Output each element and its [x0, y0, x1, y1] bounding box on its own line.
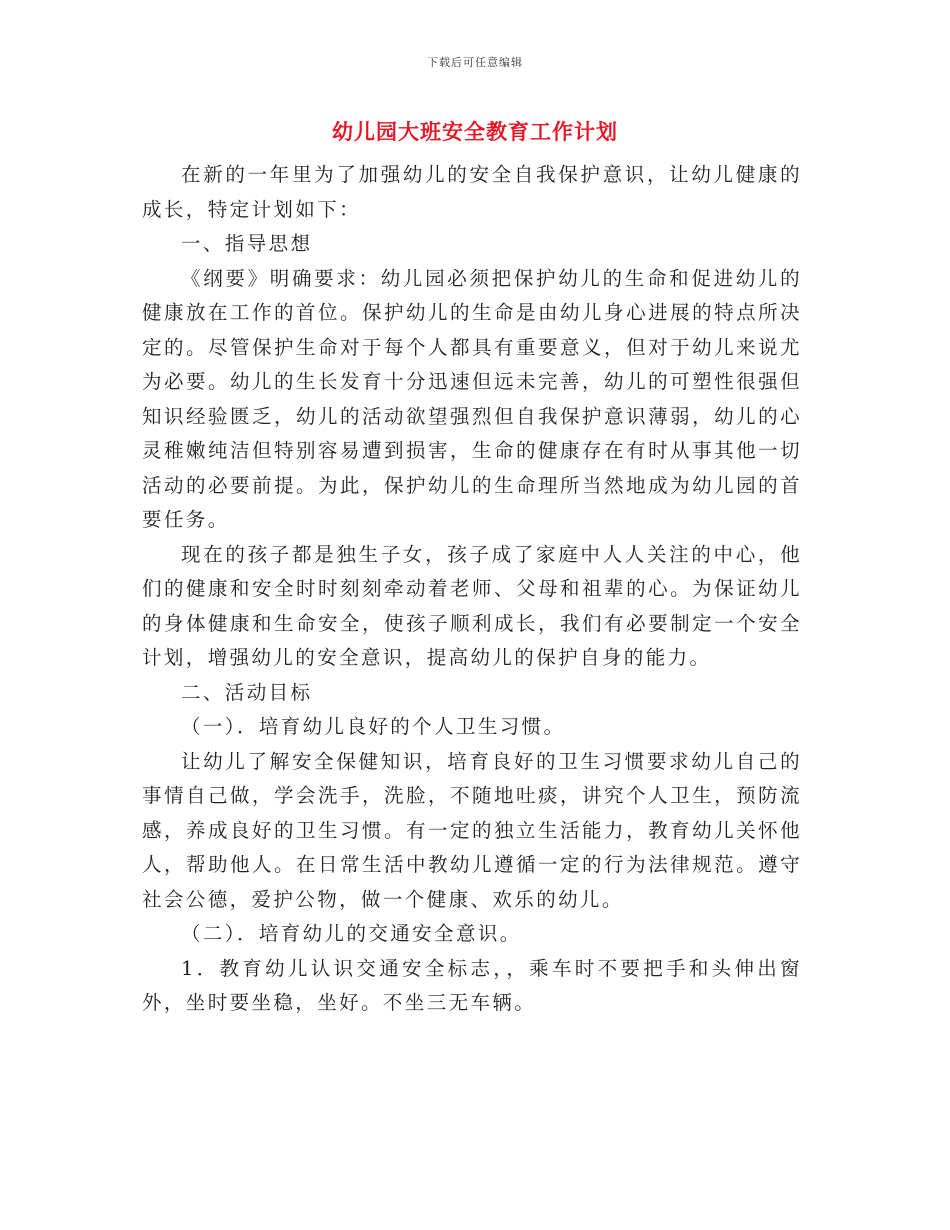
hygiene-paragraph: 让幼儿了解安全保健知识，培育良好的卫生习惯要求幼儿自己的事情自己做，学会洗手，洗脸，不随地吐痰，讲究个人卫生，预防流感，养成良好的卫生习惯。有一定的独立生活能力，教育幼儿关怀他人，帮助他人。在日常生活中教幼儿遵循一定的行为法律规范。遵守社会公德，爱护公物，做一个健康、欢乐的幼儿。: [142, 749, 802, 911]
traffic-safety-item-1: 1．教育幼儿认识交通安全标志，，乘车时不要把手和头伸出窗外，坐时要坐稳，坐好。不坐三无车辆。: [142, 956, 802, 1014]
intro-paragraph: 在新的一年里为了加强幼儿的安全自我保护意识，让幼儿健康的成长，特定计划如下：: [142, 163, 802, 221]
section-heading-guiding-thought: 一、指导思想: [181, 232, 313, 255]
page-header-note: 下载后可任意编辑: [427, 56, 523, 69]
children-context-paragraph: 现在的孩子都是独生子女，孩子成了家庭中人人关注的中心，他们的健康和安全时时刻刻牵动着老师、父母和祖辈的心。为保证幼儿的身体健康和生命安全，使孩子顺利成长，我们有必要制定一个安全计划，增强幼儿的安全意识，提高幼儿的保护自身的能力。: [142, 542, 802, 669]
subsection-heading-hygiene: （一）．培育幼儿良好的个人卫生习惯。: [181, 715, 566, 738]
section-heading-activity-goals: 二、活动目标: [181, 680, 313, 704]
document-body: [142, 158, 802, 1021]
guiding-thought-paragraph: 《纲要》明确要求：幼儿园必须把保护幼儿的生命和促进幼儿的健康放在工作的首位。保护幼儿的生命是由幼儿身心进展的特点所决定的。尽管保护生命对于每个人都具有重要意义，但对于幼儿来说尤为必要。幼儿的生长发育十分迅速但远未完善，幼儿的可塑性很强但知识经验匮乏，幼儿的活动欲望强烈但自我保护意识薄弱，幼儿的心灵稚嫩纯洁但特别容易遭到损害，生命的健康存在有时从事其他一切活动的必要前提。为此，保护幼儿的生命理所当然地成为幼儿园的首要任务。: [142, 266, 802, 531]
subsection-heading-traffic-safety: （二）．培育幼儿的交通安全意识。: [181, 922, 522, 945]
document-title: 幼儿园大班安全教育工作计划: [332, 119, 618, 144]
